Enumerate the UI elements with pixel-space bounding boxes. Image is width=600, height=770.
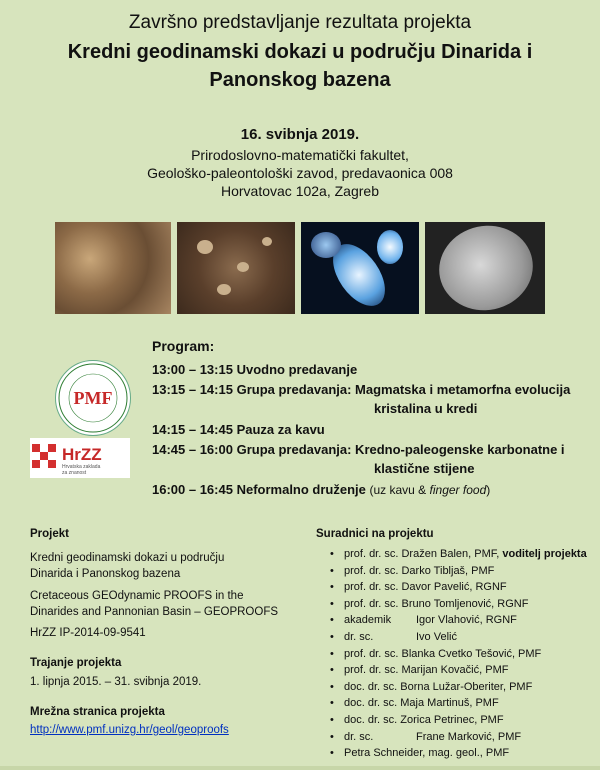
program-time: 14:45 – 16:00: [152, 442, 233, 457]
svg-text:HrZZ: HrZZ: [62, 445, 102, 464]
program-item-cont: klastične stijene: [374, 461, 475, 476]
title-line-1: Kredni geodinamski dokazi u području Dinarida i: [67, 41, 533, 63]
collaborator: • prof. dr. sc. Blanka Cvetko Tešović, PMF: [330, 646, 587, 663]
pmf-logo: [55, 360, 131, 436]
website-link-wrap: [30, 724, 229, 736]
program-time: 14:15 – 14:45: [152, 422, 233, 437]
subtitle: Završno predstavljanje rezultata projekta: [128, 12, 472, 33]
location-line-3: Horvatovac 102a, Zagreb: [221, 183, 379, 199]
collaborator: • dr. sc. Frane Marković, PMF: [330, 729, 587, 746]
program-item: [152, 482, 490, 497]
crystal-photo: [425, 222, 545, 314]
project-code: HrZZ IP-2014-09-9541: [30, 627, 146, 639]
collaborator: • Petra Schneider, mag. geol., PMF: [330, 745, 587, 762]
title-line-2: Panonskog bazena: [209, 69, 391, 91]
collaborator: • prof. dr. sc. Dražen Balen, PMF, voditelj projekta: [330, 546, 587, 563]
duration: 1. lipnja 2015. – 31. svibnja 2019.: [30, 676, 202, 688]
photo-strip: [55, 222, 545, 314]
location-line-1: Prirodoslovno-matematički fakultet,: [191, 147, 409, 163]
project-heading: Projekt: [30, 528, 69, 540]
program-item: [152, 362, 357, 377]
project-name-hr-line: Kredni geodinamski dokazi u području: [30, 552, 225, 564]
collaborator: • dr. sc. Ivo Velić: [330, 629, 587, 646]
duration-heading: Trajanje projekta: [30, 657, 122, 669]
collaborators-list: [330, 546, 587, 762]
rock-photo-2: [177, 222, 295, 314]
page-edge: [0, 766, 600, 770]
hrzz-logo: [30, 438, 130, 478]
project-name-en-line: Dinarides and Pannonian Basin – GEOPROOFS: [30, 606, 279, 618]
program-heading: Program:: [152, 338, 215, 354]
collaborator: • akademik Igor Vlahović, RGNF: [330, 612, 587, 629]
location-line-2: Geološko-paleontološki zavod, predavaonica 008: [147, 165, 453, 181]
program-note: (uz kavu & finger food): [369, 483, 491, 497]
program-text: Pauza za kavu: [236, 422, 325, 437]
svg-text:Hrvatska zaklada: Hrvatska zaklada: [62, 464, 101, 470]
program-item: [152, 442, 565, 457]
program-time: 13:15 – 14:15: [152, 382, 233, 397]
event-date: 16. svibnja 2019.: [240, 126, 360, 143]
page-title: [0, 38, 600, 94]
collaborator: • prof. dr. sc. Marijan Kovačić, PMF: [330, 662, 587, 679]
program-text: Neformalno druženje: [236, 482, 366, 497]
program-text: Grupa predavanja: Kredno-paleogenske karbonatne i: [236, 442, 565, 457]
collaborator: • doc. dr. sc. Zorica Petrinec, PMF: [330, 712, 587, 729]
rock-photo-1: [55, 222, 171, 314]
program-time: 13:00 – 13:15: [152, 362, 233, 377]
collaborator: • prof. dr. sc. Darko Tibljaš, PMF: [330, 563, 587, 580]
project-name-en: [30, 588, 278, 620]
program-time: 16:00 – 16:45: [152, 482, 233, 497]
svg-text:za znanost: za znanost: [62, 470, 87, 476]
program-item-cont: kristalina u kredi: [374, 401, 478, 416]
website-heading: Mrežna stranica projekta: [30, 706, 165, 718]
collaborator: • doc. dr. sc. Maja Martinuš, PMF: [330, 695, 587, 712]
collaborator: • doc. dr. sc. Borna Lužar-Oberiter, PMF: [330, 679, 587, 696]
event-location: [0, 146, 600, 200]
collaborator: • prof. dr. sc. Davor Pavelić, RGNF: [330, 579, 587, 596]
program-text: Grupa predavanja: Magmatska i metamorfna evolucija: [236, 382, 571, 397]
program-item: [152, 382, 570, 397]
project-name-en-line: Cretaceous GEOdynamic PROOFS in the: [30, 590, 244, 602]
microscope-photo: [301, 222, 419, 314]
program-item: [152, 422, 325, 437]
project-name-hr: [30, 550, 224, 582]
project-name-hr-line: Dinarida i Panonskog bazena: [30, 568, 181, 580]
collaborators-heading: Suradnici na projektu: [316, 528, 434, 540]
program-text: Uvodno predavanje: [236, 362, 358, 377]
collaborator: • prof. dr. sc. Bruno Tomljenović, RGNF: [330, 596, 587, 613]
svg-text:PMF: PMF: [73, 388, 113, 408]
website-link[interactable]: http://www.pmf.unizg.hr/geol/geoproofs: [30, 724, 229, 736]
